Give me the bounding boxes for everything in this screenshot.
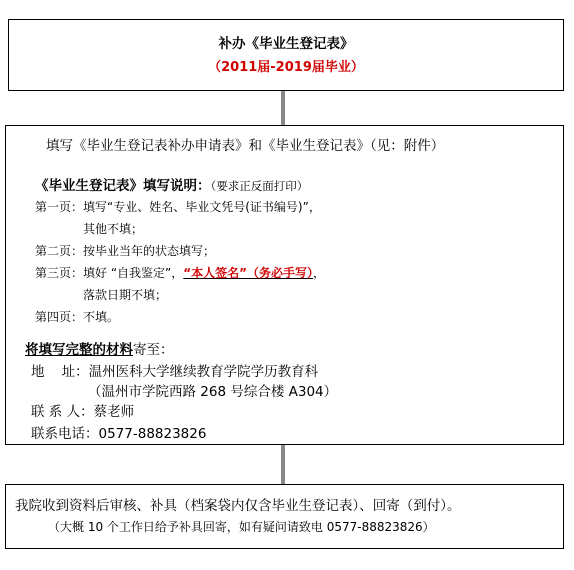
page3-row bbox=[35, 264, 325, 281]
phone-label: 联系电话： bbox=[31, 426, 99, 442]
page4-label: 第四页： bbox=[35, 310, 84, 324]
phone-value: 0577-88823826 bbox=[98, 426, 207, 442]
page3-signature-note: “本人签名”（务必手写） bbox=[183, 266, 314, 280]
page1-continuation: 其他不填； bbox=[83, 222, 144, 236]
guide-title: 《毕业生登记表》填写说明： bbox=[35, 178, 211, 194]
contact-value: 蔡老师 bbox=[93, 404, 135, 420]
page2-label: 第二页： bbox=[35, 244, 84, 258]
mail-heading bbox=[25, 338, 174, 358]
address-row bbox=[31, 360, 318, 380]
page1-text: 填写“专业、姓名、毕业文凭号(证书编号)”， bbox=[83, 200, 321, 214]
contact-row bbox=[31, 400, 134, 420]
processing-line1: 我院收到资料后审核、补具（档案袋内仅含毕业生登记表）、回寄（到付）。 bbox=[15, 498, 461, 514]
page3-comma: ， bbox=[313, 266, 326, 280]
page3-label: 第三页： bbox=[35, 266, 84, 280]
flow-subtitle: （2011届-2019届毕业） bbox=[208, 60, 364, 75]
address-line2: （温州市学院西路 268 号综合楼 A304） bbox=[88, 384, 338, 400]
page2-row bbox=[35, 242, 215, 259]
instructions-box bbox=[5, 125, 564, 445]
guide-note: （要求正反面打印） bbox=[210, 179, 309, 193]
mail-title-suffix: 寄至： bbox=[133, 342, 174, 358]
guide-heading bbox=[35, 174, 308, 194]
processing-box bbox=[5, 484, 564, 549]
phone-row bbox=[31, 422, 206, 442]
address-line1: 温州医科大学继续教育学院学历教育科 bbox=[88, 364, 319, 380]
page3-text: 填好 “自我鉴定”， bbox=[83, 266, 184, 280]
page4-text: 不填。 bbox=[83, 310, 120, 324]
page2-text: 按毕业当年的状态填写； bbox=[83, 244, 216, 258]
page1-row bbox=[35, 198, 321, 215]
page3-continuation: 落款日期不填； bbox=[83, 288, 168, 302]
instruction-line: 填写《毕业生登记表补办申请表》和《毕业生登记表》（见：附件） bbox=[46, 138, 445, 154]
page4-row bbox=[35, 308, 119, 325]
contact-label: 联 系 人： bbox=[31, 404, 94, 420]
connector-top bbox=[281, 91, 285, 125]
page1-label: 第一页： bbox=[35, 200, 84, 214]
title-box bbox=[8, 19, 564, 91]
mail-title: 将填写完整的材料 bbox=[25, 342, 133, 358]
connector-bottom bbox=[281, 445, 285, 484]
address-label: 地 址： bbox=[31, 364, 89, 380]
processing-line2: （大概 10 个工作日给予补具回寄，如有疑问请致电 0577-88823826） bbox=[48, 520, 435, 534]
flow-title: 补办《毕业生登记表》 bbox=[218, 36, 354, 52]
